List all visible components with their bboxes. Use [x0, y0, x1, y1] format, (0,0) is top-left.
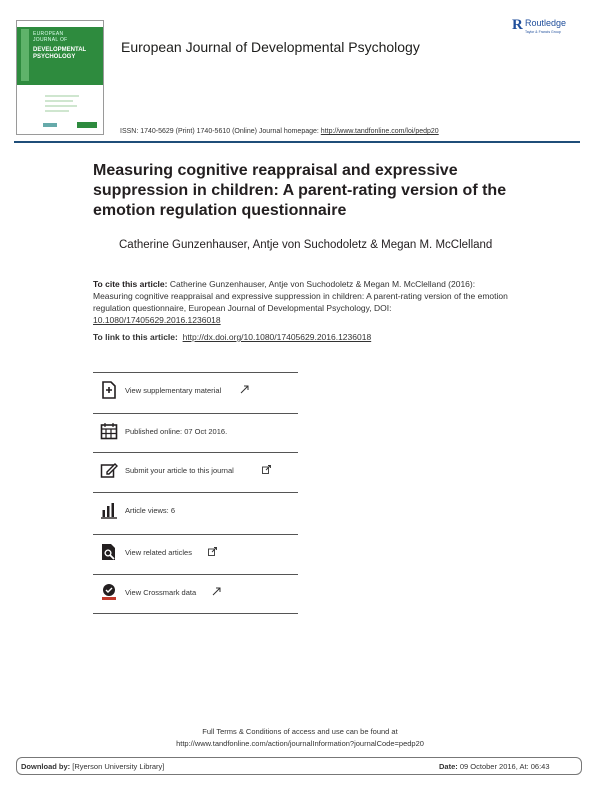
article-doi-link[interactable]: http://dx.doi.org/10.1080/17405629.2016.1236018 — [182, 332, 372, 342]
publisher-name: Routledge — [525, 18, 567, 28]
list-item-crossmark[interactable] — [93, 574, 298, 613]
journal-title: European Journal of Developmental Psychology — [121, 39, 420, 55]
article-authors: Catherine Gunzenhauser, Antje von Suchodoletz & Megan M. McClelland — [119, 239, 493, 251]
crossmark-icon — [100, 583, 118, 601]
citation-label: To cite this article: — [93, 279, 168, 289]
cover-title-main: DEVELOPMENTAL PSYCHOLOGY — [33, 47, 87, 60]
edit-icon — [100, 461, 118, 479]
terms-block — [0, 726, 600, 750]
terms-link[interactable]: http://www.tandfonline.com/action/journalInformation?journalCode=pedp20 — [176, 739, 424, 748]
cover-title-top: EUROPEAN JOURNAL OF — [33, 31, 68, 43]
list-item-submit[interactable] — [93, 452, 298, 491]
terms-text: Full Terms & Conditions of access and use can be found at — [202, 727, 398, 736]
list-item-label: View supplementary material — [125, 386, 222, 395]
external-link-icon — [208, 547, 217, 556]
related-icon — [100, 543, 118, 561]
article-title: Measuring cognitive reappraisal and expressive suppression in children: A parent-rating version of the emotion regulation questionnaire — [93, 162, 507, 219]
citation-block — [93, 278, 511, 326]
list-divider — [93, 613, 298, 614]
supplementary-icon — [100, 381, 118, 399]
publisher-logo — [512, 17, 588, 39]
calendar-icon — [100, 422, 118, 440]
list-item-published — [93, 413, 298, 452]
header-divider — [14, 141, 580, 143]
external-link-icon — [212, 587, 221, 596]
issn-line: ISSN: 1740-5629 (Print) 1740-5610 (Online) Journal homepage: http://www.tandfonline.com/loi/pedp20 — [120, 128, 439, 135]
citation-doi-link[interactable]: 10.1080/17405629.2016.1236018 — [93, 315, 221, 325]
routledge-r-icon: R — [512, 17, 523, 33]
bar-chart-icon — [100, 501, 118, 519]
download-footer — [16, 757, 582, 775]
citation-text: Catherine Gunzenhauser, Antje von Suchodoletz & Megan M. McClelland (2016): Measuring cognitive reappraisal and expressive suppression in children: A parent-rating version of the emotion regulation questionnaire, European Journal of Developmental Psychology, DOI: — [93, 279, 508, 313]
download-date: Date: 09 October 2016, At: 06:43 — [439, 762, 550, 771]
list-item-label: View Crossmark data — [125, 588, 197, 597]
list-item-supplementary[interactable] — [93, 372, 298, 411]
publisher-tagline: Taylor & Francis Group — [525, 30, 561, 34]
list-item-label: View related articles — [125, 548, 192, 557]
journal-cover-image — [16, 20, 104, 135]
list-item-label: Submit your article to this journal — [125, 466, 234, 475]
list-item-views — [93, 492, 298, 531]
list-item-related[interactable] — [93, 534, 298, 573]
download-info: Download by: [Ryerson University Library] — [21, 762, 165, 771]
external-link-icon — [262, 465, 271, 474]
list-item-label: Article views: 6 — [125, 506, 176, 515]
journal-homepage-link[interactable]: http://www.tandfonline.com/loi/pedp20 — [320, 128, 439, 135]
external-link-icon — [240, 385, 249, 394]
link-label: To link to this article: — [93, 332, 178, 342]
list-item-label: Published online: 07 Oct 2016. — [125, 427, 228, 436]
article-link-line — [93, 332, 371, 342]
